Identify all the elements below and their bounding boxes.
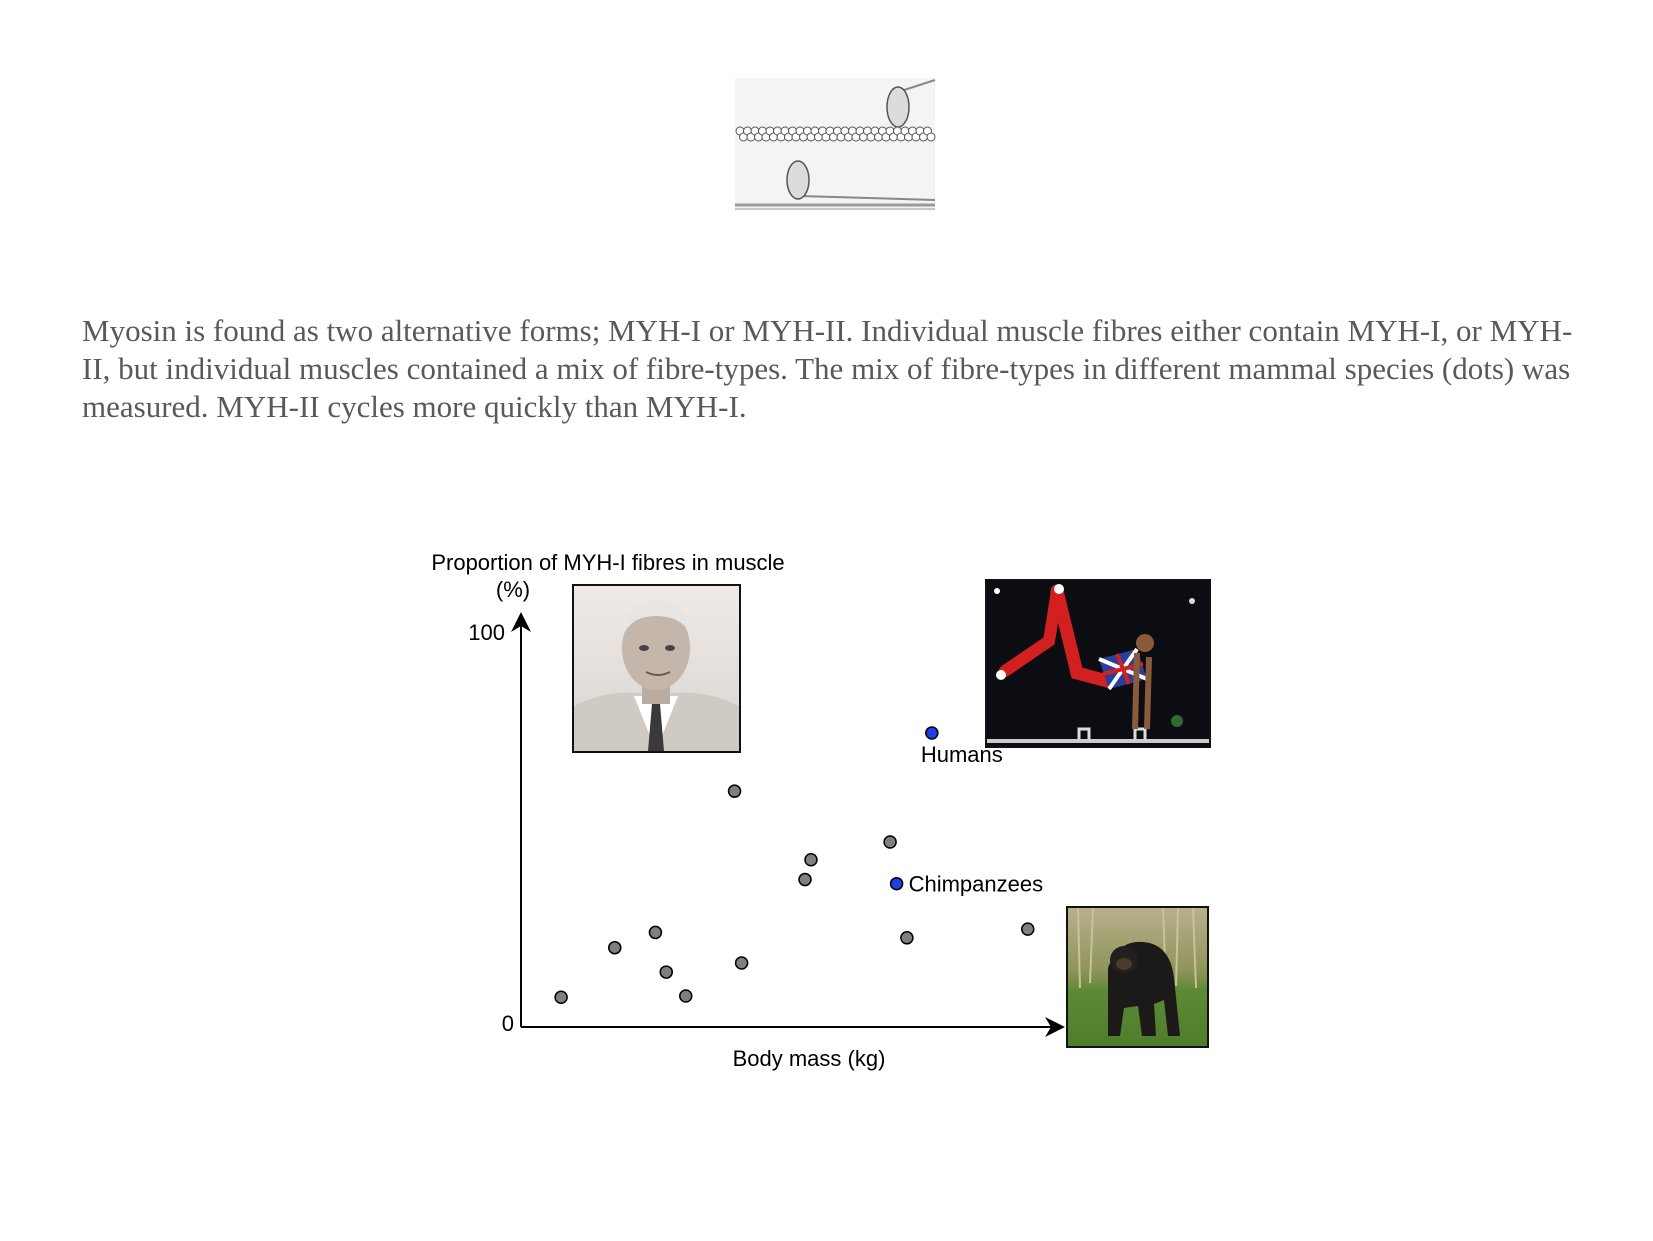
species-point-1 (555, 991, 567, 1003)
y-tick-label-bottom: 0 (501, 1011, 514, 1036)
species-point-9 (805, 854, 817, 866)
y-axis-label-line2: (%) (495, 577, 531, 602)
species-point-2 (609, 942, 621, 954)
species-point-11 (901, 932, 913, 944)
species-point-3 (649, 926, 661, 938)
species-point-8 (799, 874, 811, 886)
species-point-4 (660, 966, 672, 978)
species-point-10 (884, 836, 896, 848)
humans-label: Humans (920, 741, 1003, 767)
y-axis-label-line1: Proportion of MYH-I fibres in muscle (431, 550, 785, 575)
species-point-5 (680, 990, 692, 1002)
species-point-7 (736, 957, 748, 969)
x-axis-label: Body mass (kg) (732, 1046, 886, 1071)
y-tick-label-top: 100 (468, 620, 505, 645)
humans-point (926, 727, 938, 739)
species-point-6 (729, 785, 741, 797)
species-point-12 (1022, 923, 1034, 935)
caption-text: Myosin is found as two alternative forms; MYH-I or MYH-II. Individual muscle fibres either contain MYH-I, or MYH-II, but individual muscles contained a mix of fibre-types. The mix of fibre-types in different mammal species (dots) was measured. MYH-II cycles more quickly than MYH-I. (82, 313, 1573, 424)
chimpanzees-label: Chimpanzees (908, 871, 1044, 897)
chimpanzees-point (891, 878, 903, 890)
